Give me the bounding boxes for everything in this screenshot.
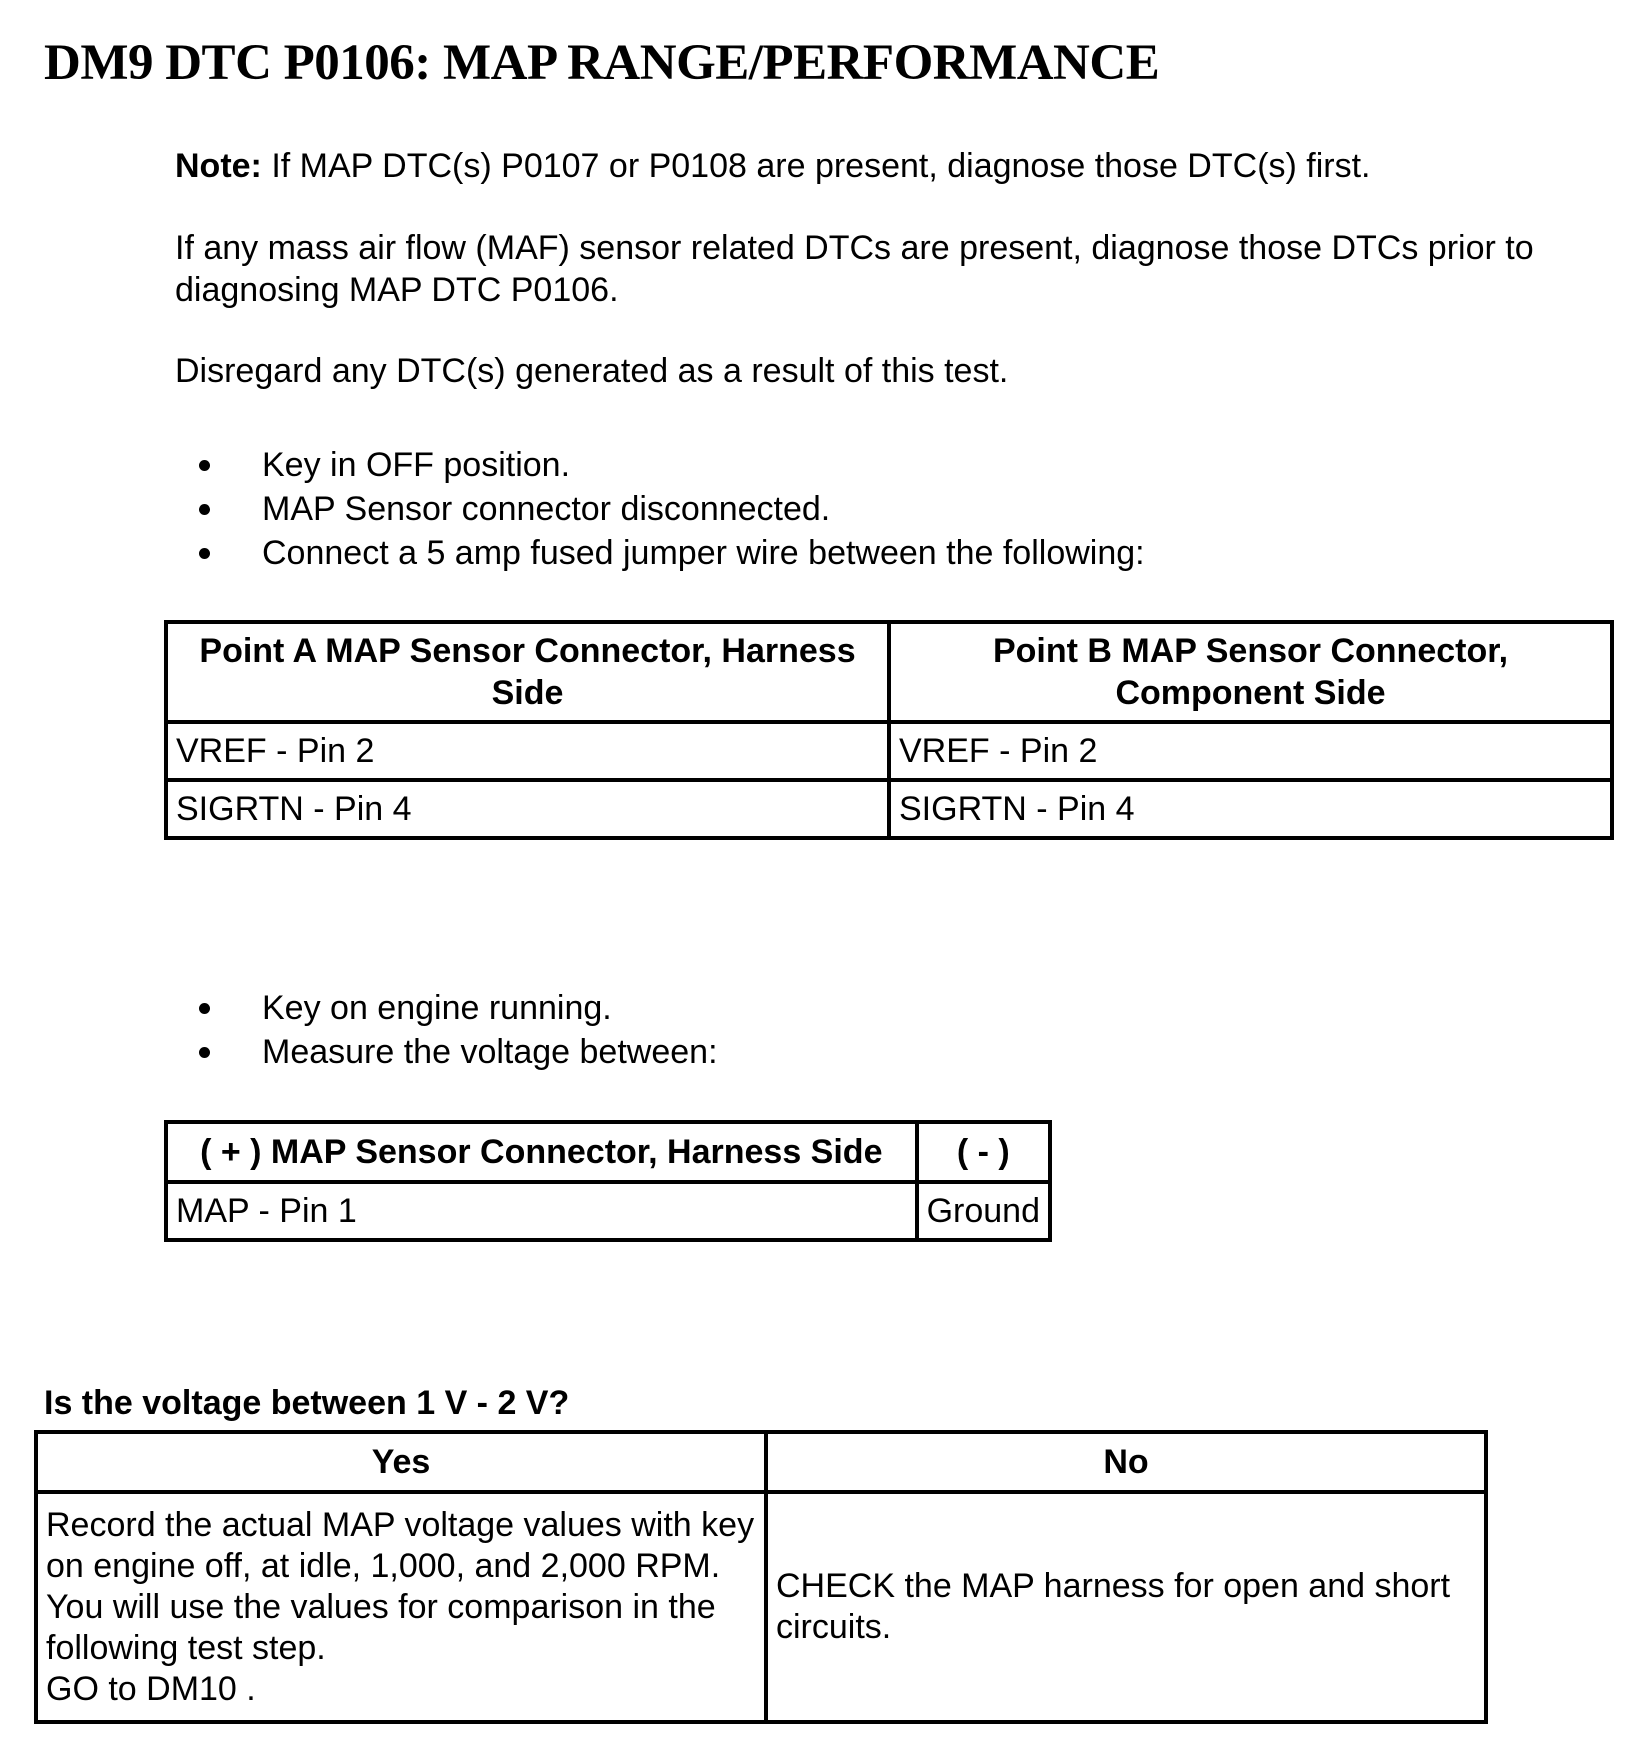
jumper-wire-table [164, 620, 1614, 840]
list-item: Measure the voltage between: [175, 1030, 718, 1074]
table-cell: VREF - Pin 2 [889, 722, 1612, 780]
disregard-paragraph: Disregard any DTC(s) generated as a result of this test. [175, 352, 1009, 390]
yes-action-cell: Record the actual MAP voltage values with key on engine off, at idle, 1,000, and 2,000 RPM. You will use the values for comparison in the following test step. GO to DM10 . [36, 1492, 766, 1722]
table-cell: SIGRTN - Pin 4 [889, 780, 1612, 838]
note-paragraph [175, 145, 1595, 187]
table-cell: SIGRTN - Pin 4 [166, 780, 889, 838]
note-text: If MAP DTC(s) P0107 or P0108 are present, diagnose those DTC(s) first. [261, 147, 1371, 185]
table-row [36, 1492, 1486, 1722]
table-header-cell: ( - ) [917, 1122, 1050, 1182]
no-action-cell: CHECK the MAP harness for open and short circuits. [766, 1492, 1486, 1722]
page-title: DM9 DTC P0106: MAP RANGE/PERFORMANCE [44, 35, 1160, 91]
bullet-icon [199, 1047, 210, 1058]
table-row [166, 722, 1612, 780]
bullet-icon [199, 548, 210, 559]
yes-header: Yes [36, 1432, 766, 1492]
table-header-row [36, 1432, 1486, 1492]
result-table [34, 1430, 1488, 1724]
table-cell: VREF - Pin 2 [166, 722, 889, 780]
table-header-row [166, 622, 1612, 722]
table-header-cell: ( + ) MAP Sensor Connector, Harness Side [166, 1122, 917, 1182]
table-header-cell: Point A MAP Sensor Connector, Harness Side [166, 622, 889, 722]
table-header-cell: Point B MAP Sensor Connector, Component Side [889, 622, 1612, 722]
measure-bullet-list [175, 986, 718, 1074]
table-row [166, 780, 1612, 838]
bullet-icon [199, 1003, 210, 1014]
table-header-row [166, 1122, 1050, 1182]
table-cell: MAP - Pin 1 [166, 1182, 917, 1240]
no-header: No [766, 1432, 1486, 1492]
bullet-icon [199, 504, 210, 515]
list-item: Key on engine running. [175, 986, 718, 1030]
table-row [166, 1182, 1050, 1240]
voltage-measure-table [164, 1120, 1052, 1242]
question-heading: Is the voltage between 1 V - 2 V? [44, 1384, 570, 1422]
list-item: MAP Sensor connector disconnected. [175, 487, 1145, 531]
bullet-icon [199, 460, 210, 471]
note-label: Note: [175, 147, 262, 185]
list-item: Key in OFF position. [175, 443, 1145, 487]
table-cell: Ground [917, 1182, 1050, 1240]
maf-paragraph: If any mass air flow (MAF) sensor related DTCs are present, diagnose those DTCs prior to diagnosing MAP DTC P0106. [175, 229, 1534, 309]
setup-bullet-list [175, 443, 1145, 575]
list-item: Connect a 5 amp fused jumper wire between the following: [175, 531, 1145, 575]
